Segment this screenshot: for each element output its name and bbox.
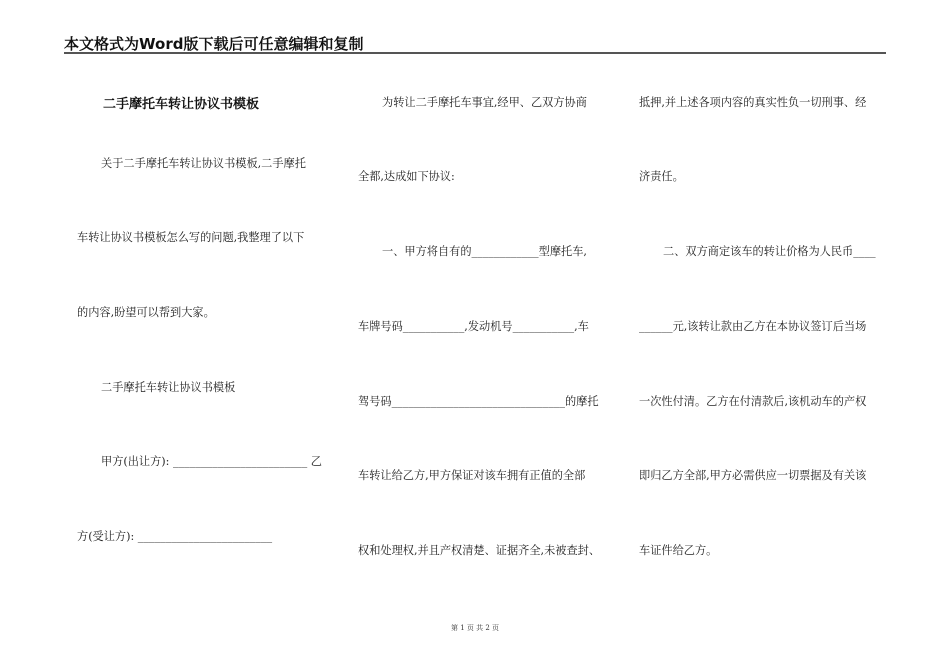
paragraph-line: ______元,该转让款由乙方在本协议签订后当场 (639, 320, 867, 333)
paragraph-line: 关于二手摩托车转让协议书模板,二手摩托 (101, 157, 306, 170)
paragraph-line: 车证件给乙方。 (639, 544, 718, 557)
paragraph-line: 甲方(出让方): ________________________ 乙 (101, 455, 322, 468)
document-title: 二手摩托车转让协议书模板 (103, 97, 260, 112)
paragraph-line: 抵押,并上述各项内容的真实性负一切刑事、经 (639, 96, 867, 109)
paragraph-line: 二手摩托车转让协议书模板 (101, 381, 236, 394)
paragraph-line: 权和处理权,并且产权清楚、证据齐全,未被查封、 (358, 544, 601, 557)
paragraph-line: 车牌号码___________,发动机号___________,车 (358, 320, 589, 333)
paragraph-line: 全都,达成如下协议: (358, 170, 455, 183)
paragraph-line: 二、双方商定该车的转让价格为人民币____ (663, 245, 876, 258)
header-divider (64, 52, 886, 54)
paragraph-line: 济责任。 (639, 170, 684, 183)
paragraph-line: 为转让二手摩托车事宜,经甲、乙双方协商 (382, 96, 587, 109)
paragraph-line: 驾号码_______________________________的摩托 (358, 395, 599, 408)
paragraph-line: 一次性付清。乙方在付清款后,该机动车的产权 (639, 395, 867, 408)
header-title: 本文格式为Word版下载后可任意编辑和复制 (64, 35, 364, 53)
page-number: 第 1 页 共 2 页 (450, 624, 500, 632)
paragraph-line: 一、甲方将自有的____________型摩托车, (382, 245, 587, 258)
paragraph-line: 方(受让方): ________________________ (77, 530, 273, 543)
paragraph-line: 的内容,盼望可以帮到大家。 (77, 306, 215, 319)
paragraph-line: 车转让协议书模板怎么写的问题,我整理了以下 (77, 231, 305, 244)
paragraph-line: 车转让给乙方,甲方保证对该车拥有正值的全部 (358, 469, 586, 482)
paragraph-line: 即归乙方全部,甲方必需供应一切票据及有关该 (639, 469, 867, 482)
